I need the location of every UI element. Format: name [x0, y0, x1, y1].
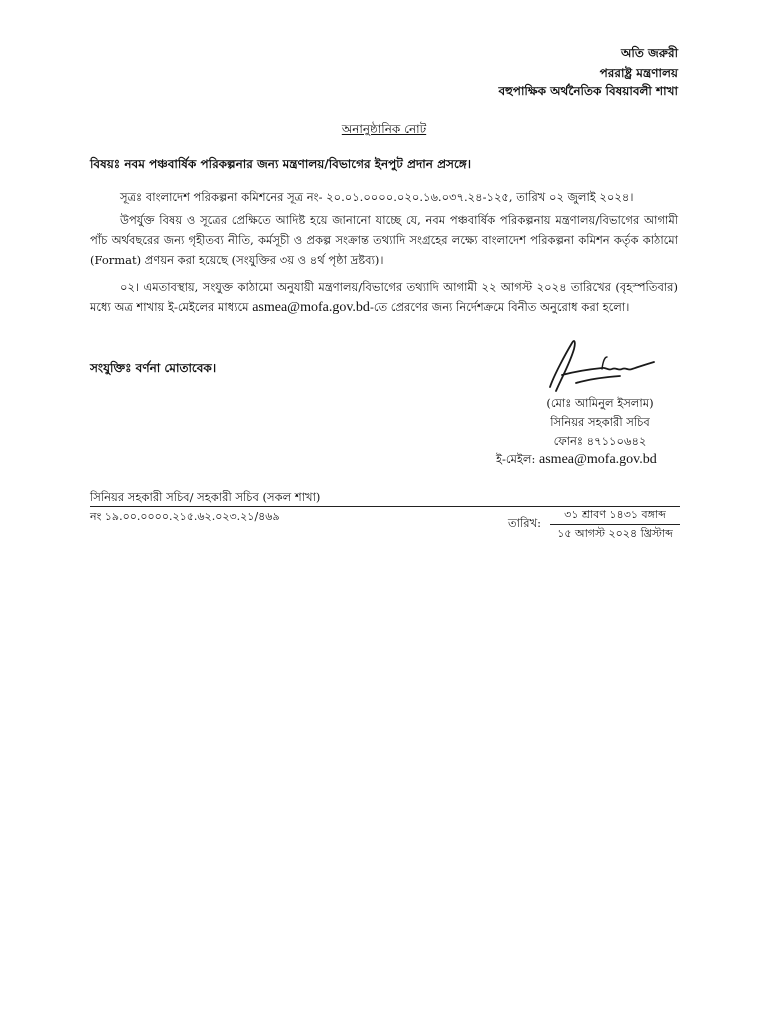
handwritten-signature: [532, 335, 662, 397]
date-label: তারিখ:: [508, 516, 542, 530]
subject-line: [90, 156, 471, 176]
reference-paragraph: [90, 187, 678, 207]
signatory-email[interactable]: asmea@mofa.gov.bd: [539, 452, 657, 467]
date-gregorian: ১৫ আগস্ট ২০২৪ খ্রিস্টাব্দ: [557, 527, 673, 540]
note-title: অনানুষ্ঠানিক নোট: [341, 122, 427, 136]
subject-label: বিষয়ঃ: [90, 157, 121, 171]
attachment-note: সংযুক্তিঃ বর্ণনা মোতাবেক।: [90, 361, 217, 375]
signatory-email-line: [496, 451, 657, 470]
branch-name: বহুপাক্ষিক অর্থনৈতিক বিষয়াবলী শাখা: [498, 84, 678, 98]
recipient-line: সিনিয়র সহকারী সচিব/ সহকারী সচিব (সকল শাখা): [90, 490, 321, 504]
paragraph-2-text: ০২। এমতাবস্থায়, সংযুক্ত কাঠামো অনুযায়ী মন্ত্রণালয়/বিভাগের তথ্যাদি আগামী ২২ আগস্ট ২০২৪ তারিখের (বৃহস্পতিবার) মধ্যে অত্র শাখায় ই-মেইলের মাধ্যমে: [90, 280, 678, 314]
body-paragraph-1: [90, 210, 678, 270]
paragraph-1-text: উপর্যুক্ত বিষয় ও সূত্রের প্রেক্ষিতে আদিষ্ট হয়ে জানানো যাচ্ছে যে, নবম পঞ্চবার্ষিক পরিকল্পনায় মন্ত্রণালয়/বিভাগের আগামী পাঁচ অর্থবছরের জন্য গৃহীতব্য নীতি, কর্মসূচী ও প্রকল্প সংক্রান্ত তথ্যাদি সংগ্রহের লক্ষ্যে বাংলাদেশ পরিকল্পনা কমিশন কর্তৃক কাঠামো (Format) প্রণয়ন করা হয়েছে (সংযুক্তির ৩য় ও ৪র্থ পৃষ্ঠা দ্রষ্টব্য)।: [90, 213, 678, 267]
reference-text: সূত্রঃ বাংলাদেশ পরিকল্পনা কমিশনের সূত্র নং- ২০.০১.০০০০.০২০.১৬.০৩৭.২৪-১২৫, তারিখ ০২ জুলাই ২০২৪।: [120, 190, 634, 204]
signatory-email-label: ই-মেইল:: [496, 452, 536, 466]
priority-label: অতি জরুরী: [621, 46, 678, 60]
signatory-designation: সিনিয়র সহকারী সচিব: [550, 415, 650, 429]
paragraph-2-email[interactable]: asmea@mofa.gov.bd: [252, 300, 370, 315]
body-paragraph-2: [90, 277, 678, 318]
ministry-name: পররাষ্ট্র মন্ত্রণালয়: [599, 66, 678, 80]
date-bangla: ৩১ শ্রাবণ ১৪৩১ বঙ্গাব্দ: [564, 508, 666, 521]
paragraph-2-text-end: -তে প্রেরণের জন্য নির্দেশক্রমে বিনীত অনুরোধ করা হলো।: [369, 300, 630, 314]
memo-number: নং ১৯.০০.০০০০.২১৫.৬২.০২৩.২১/৪৬৯: [90, 510, 280, 523]
signatory-phone: ফোনঃ ৪৭১১০৬৪২: [553, 434, 647, 448]
subject-text: নবম পঞ্চবার্ষিক পরিকল্পনার জন্য মন্ত্রণালয়/বিভাগের ইনপুট প্রদান প্রসঙ্গে।: [124, 157, 472, 171]
signatory-name: (মোঃ আমিনুল ইসলাম): [546, 396, 654, 410]
